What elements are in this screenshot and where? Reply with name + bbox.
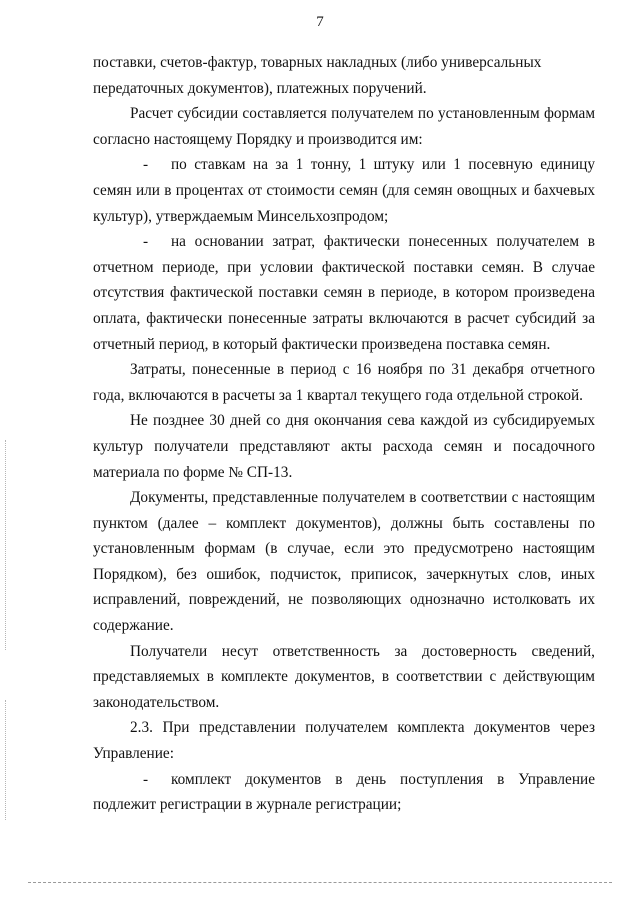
scan-margin-mark	[5, 700, 6, 820]
dash-list-item	[93, 152, 595, 229]
scan-margin-mark	[5, 440, 6, 650]
dash-list-item	[93, 229, 595, 357]
paragraph: Затраты, понесенные в период с 16 ноября по 31 декабря отчетного года, включаются в расчеты за 1 квартал текущего года отдельной строкой.	[93, 361, 595, 404]
continuation-line: поставки, счетов-фактур, товарных накладных (либо универсальных	[93, 54, 542, 71]
dash-marker: -	[143, 770, 149, 788]
dash-marker: -	[143, 156, 149, 174]
list-item-text: комплект документов в день поступления в Управление подлежит регистрации в журнале регистрации;	[93, 770, 595, 814]
dash-list-item	[93, 767, 595, 818]
continuation-line: передаточных документов), платежных поручений.	[93, 79, 427, 97]
list-item-text: на основании затрат, фактически понесенных получателем в отчетном периоде, при условии фактической поставки семян. В случае отсутствия фактической поставки семян в периоде, в котором произведена оплата, фактически понесенные затраты включаются в расчет субсидий за отчетный период, в который фактически произведена поставка семян.	[93, 233, 595, 353]
dash-marker: -	[143, 233, 149, 251]
list-item-text: по ставкам на за 1 тонну, 1 штуку или 1 посевную единицу семян или в процентах от стоимости семян (для семян овощных и бахчевых культур), утверждаемым Минсельхозпродом;	[93, 156, 595, 225]
page-bottom-rule	[28, 882, 612, 883]
paragraph: Не позднее 30 дней со дня окончания сева каждой из субсидируемых культур получатели представляют акты расхода семян и посадочного материала по форме № СП-13.	[93, 412, 595, 481]
paragraph: 2.3. При представлении получателем комплекта документов через Управление:	[93, 719, 595, 763]
paragraph: Получатели несут ответственность за достоверность сведений, представляемых в комплекте документов, в соответствии с действующим законодательством.	[93, 642, 595, 711]
page-number: 7	[316, 14, 324, 30]
paragraph: Документы, представленные получателем в соответствии с настоящим пунктом (далее – комплект документов), должны быть составлены по установленным формам (в случае, если это предусмотрено настоящим Порядком), без ошибок, подчисток, приписок, зачеркнутых слов, иных исправлений, повреждений, не позволяющих однозначно истолковать их содержание.	[93, 489, 595, 635]
paragraph: Расчет субсидии составляется получателем по установленным формам согласно настоящему Порядку и производится им:	[93, 105, 595, 148]
document-body	[93, 50, 595, 818]
